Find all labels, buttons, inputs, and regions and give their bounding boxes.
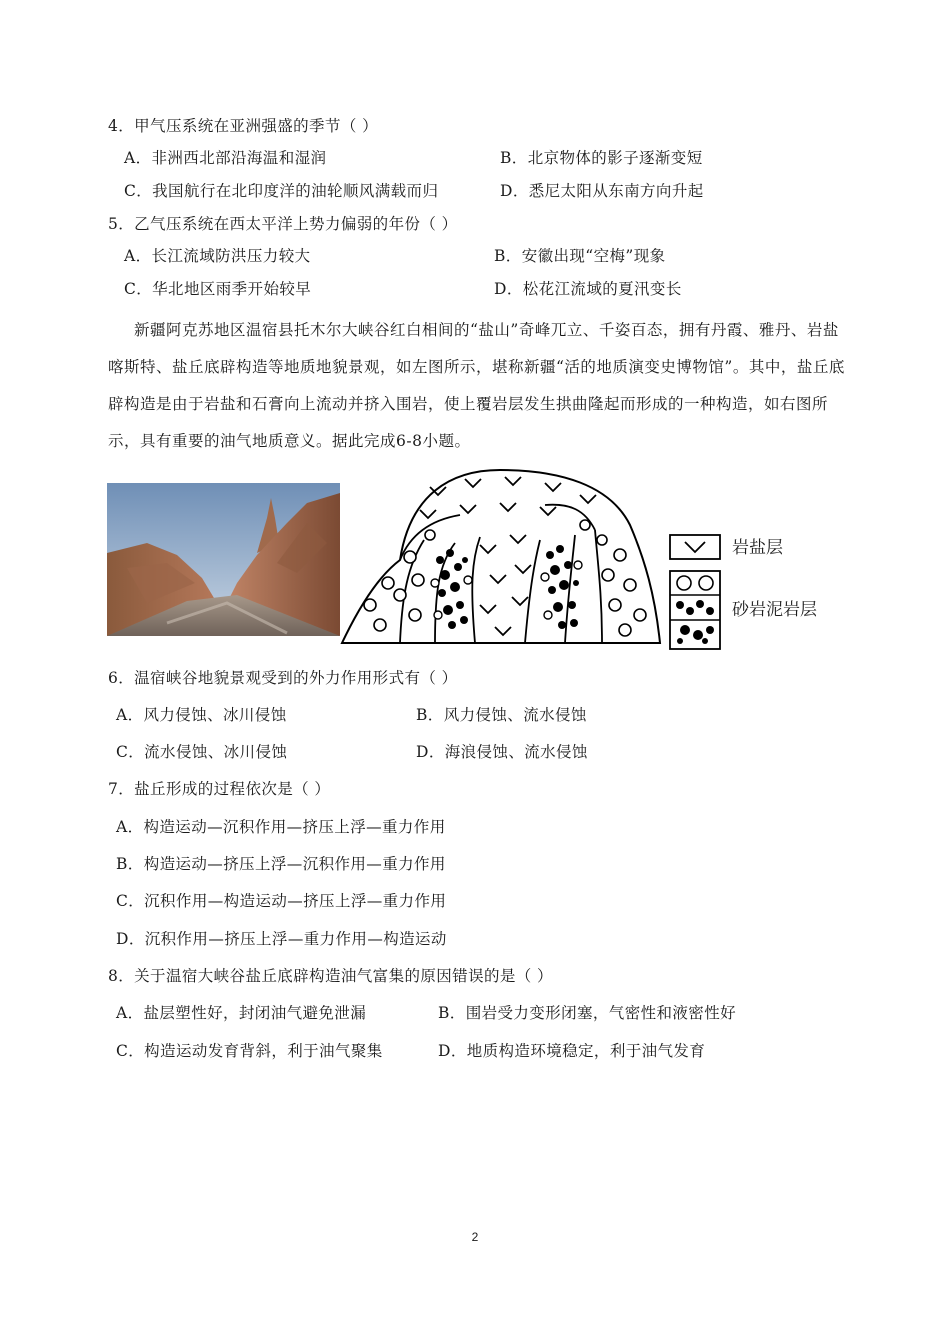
- q6-option-d: D．海浪侵蚀、流水侵蚀: [416, 743, 588, 761]
- q8-option-b: B．围岩受力变形闭塞，气密性和液密性好: [438, 1004, 736, 1022]
- q7-option-d: D．沉积作用—挤压上浮—重力作用—构造运动: [116, 930, 447, 948]
- q8-option-a: A．盐层塑性好，封闭油气避免泄漏: [116, 1004, 367, 1022]
- q5-option-a: A．长江流域防洪压力较大: [124, 247, 311, 265]
- q4-option-d: D．悉尼太阳从东南方向升起: [500, 182, 704, 200]
- passage: [108, 312, 848, 460]
- canyon-photo: [107, 483, 340, 636]
- q5-stem: 5．乙气压系统在西太平洋上势力偏弱的年份（ ）: [108, 215, 458, 233]
- q8-option-c: C．构造运动发育背斜，利于油气聚集: [116, 1042, 383, 1060]
- legend: [670, 535, 817, 649]
- legend-sandstone-label: 砂岩泥岩层: [732, 600, 817, 620]
- dome-structure: [342, 470, 660, 643]
- page-number: 2: [471, 1230, 479, 1244]
- legend-rock-salt-label: 岩盐层: [732, 538, 783, 558]
- q8-stem: 8．关于温宿大峡谷盐丘底辟构造油气富集的原因错误的是（ ）: [108, 967, 553, 985]
- q6-option-a: A．风力侵蚀、冰川侵蚀: [116, 706, 287, 724]
- q4-stem: 4．甲气压系统在亚洲强盛的季节（ ）: [108, 117, 378, 135]
- q6-option-b: B．风力侵蚀、流水侵蚀: [416, 706, 587, 724]
- q4-option-a: A．非洲西北部沿海温和湿润: [124, 149, 327, 167]
- salt-dome-diagram: [340, 465, 840, 655]
- q7-stem: 7．盐丘形成的过程依次是（ ）: [108, 780, 331, 798]
- q6-stem: 6．温宿峡谷地貌景观受到的外力作用形式有（ ）: [108, 669, 458, 687]
- q4-option-c: C．我国航行在北印度洋的油轮顺风满载而归: [124, 182, 439, 200]
- q5-option-d: D．松花江流域的夏汛变长: [494, 280, 682, 298]
- q6-option-c: C．流水侵蚀、冰川侵蚀: [116, 743, 288, 761]
- q7-option-a: A．构造运动—沉积作用—挤压上浮—重力作用: [116, 818, 446, 836]
- passage-text: 新疆阿克苏地区温宿县托木尔大峡谷红白相间的“盐山”奇峰兀立、千姿百态，拥有丹霞、雅丹、岩盐喀斯特、盐丘底辟构造等地质地貌景观，如左图所示，堪称新疆“活的地质演变史博物馆”。其中，盐丘底辟构造是由于岩盐和石膏向上流动并挤入围岩，使上覆岩层发生拱曲隆起而形成的一种构造，如右图所示，具有重要的油气地质意义。据此完成6-8小题。: [108, 321, 845, 450]
- legend-rock-salt-swatch: [670, 535, 720, 559]
- q5-option-c: C．华北地区雨季开始较早: [124, 280, 312, 298]
- q7-option-c: C．沉积作用—构造运动—挤压上浮—重力作用: [116, 892, 447, 910]
- q5-option-b: B．安徽出现“空梅”现象: [494, 247, 666, 265]
- q4-option-b: B．北京物体的影子逐渐变短: [500, 149, 703, 167]
- q7-option-b: B．构造运动—挤压上浮—沉积作用—重力作用: [116, 855, 446, 873]
- q8-option-d: D．地质构造环境稳定，利于油气发育: [438, 1042, 706, 1060]
